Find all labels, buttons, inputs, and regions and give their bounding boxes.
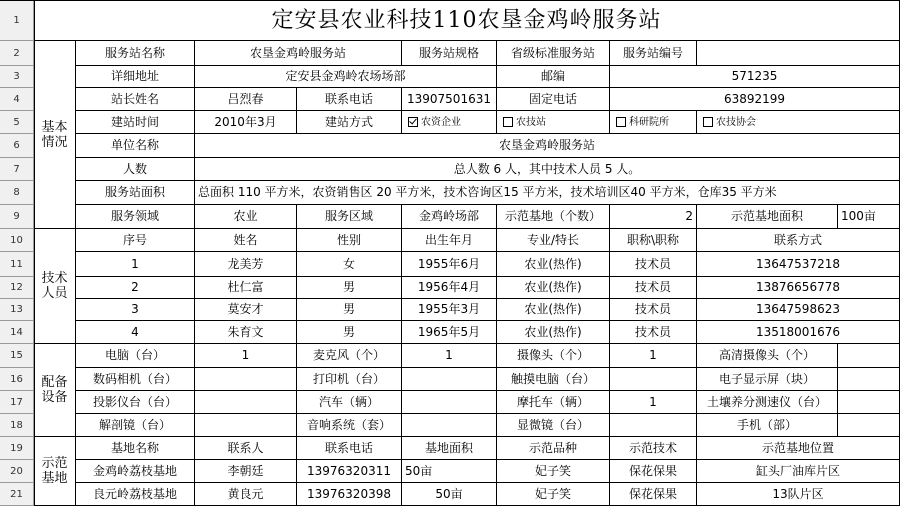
tech-cell[interactable]: 1956年4月: [402, 277, 497, 299]
row-header-1[interactable]: 1: [0, 0, 34, 41]
row-header-14[interactable]: 14: [0, 321, 34, 344]
tech-cell[interactable]: 1965年5月: [402, 321, 497, 344]
landline-value[interactable]: 63892199: [610, 88, 900, 111]
tech-header-2[interactable]: 性别: [297, 229, 402, 252]
people-value[interactable]: 总人数 6 人，其中技术人员 5 人。: [195, 158, 900, 181]
demo-count-value[interactable]: 2: [610, 205, 697, 229]
tech-header-6[interactable]: 联系方式: [697, 229, 900, 252]
equip-value[interactable]: [195, 391, 297, 414]
demo-cell[interactable]: 50亩: [402, 460, 497, 483]
equip-value[interactable]: [838, 414, 900, 437]
equip-label[interactable]: 投影仪台（台）: [76, 391, 195, 414]
demo-area-value[interactable]: 100亩: [838, 205, 900, 229]
spec-value[interactable]: 省级标准服务站: [497, 41, 610, 66]
mode-label[interactable]: 建站方式: [297, 111, 402, 134]
tech-cell[interactable]: 13518001676: [697, 321, 900, 344]
code-label[interactable]: 服务站编号: [610, 41, 697, 66]
field-value[interactable]: 农业: [195, 205, 297, 229]
tech-header-4[interactable]: 专业/特长: [497, 229, 610, 252]
equip-value[interactable]: [402, 391, 497, 414]
tech-header-3[interactable]: 出生年月: [402, 229, 497, 252]
station-name-label[interactable]: 服务站名称: [76, 41, 195, 66]
demo-cell[interactable]: 13队片区: [697, 483, 900, 506]
tech-header-5[interactable]: 职称\职称: [610, 229, 697, 252]
unit-label[interactable]: 单位名称: [76, 134, 195, 158]
tech-header-0[interactable]: 序号: [76, 229, 195, 252]
tech-cell[interactable]: 龙美芳: [195, 252, 297, 277]
equip-label[interactable]: 数码相机（台）: [76, 368, 195, 391]
demo-header-3[interactable]: 基地面积: [402, 437, 497, 460]
equip-label[interactable]: 摄像头（个）: [497, 344, 610, 368]
tech-header-1[interactable]: 姓名: [195, 229, 297, 252]
equip-label[interactable]: 解剖镜（台）: [76, 414, 195, 437]
equip-label[interactable]: 手机（部）: [697, 414, 838, 437]
demo-count-label[interactable]: 示范基地（个数）: [497, 205, 610, 229]
spec-label[interactable]: 服务站规格: [402, 41, 497, 66]
tech-cell[interactable]: 3: [76, 299, 195, 321]
equip-value[interactable]: [195, 414, 297, 437]
grid-top-border: [0, 0, 900, 1]
row-header-8[interactable]: 8: [0, 181, 34, 205]
address-value[interactable]: 定安县金鸡岭农场场部: [195, 66, 497, 88]
area-label[interactable]: 服务站面积: [76, 181, 195, 205]
row-header-10[interactable]: 10: [0, 229, 34, 252]
equip-value[interactable]: [610, 414, 697, 437]
tech-cell[interactable]: 技术员: [610, 321, 697, 344]
tech-cell[interactable]: 1955年3月: [402, 299, 497, 321]
tech-cell[interactable]: 男: [297, 321, 402, 344]
row-header-9[interactable]: 9: [0, 205, 34, 229]
tech-cell[interactable]: 男: [297, 277, 402, 299]
demo-cell[interactable]: 保花保果: [610, 460, 697, 483]
mode-option-label: 农资企业: [421, 116, 461, 128]
row-header-2[interactable]: 2: [0, 41, 34, 66]
area-value[interactable]: 总面积 110 平方米，农资销售区 20 平方米，技术咨询区15 平方米，技术培训区40 平方米，仓库35 平方米: [195, 181, 900, 205]
tech-cell[interactable]: 13876656778: [697, 277, 900, 299]
equip-value[interactable]: [838, 344, 900, 368]
equip-value[interactable]: [402, 368, 497, 391]
head-label[interactable]: 站长姓名: [76, 88, 195, 111]
row-header-4[interactable]: 4: [0, 88, 34, 111]
row-header-3[interactable]: 3: [0, 66, 34, 88]
checkbox-icon[interactable]: [616, 117, 626, 127]
unit-value[interactable]: 农垦金鸡岭服务站: [195, 134, 900, 158]
mode-option-label: 农技协会: [716, 116, 756, 128]
demo-header-4[interactable]: 示范品种: [497, 437, 610, 460]
tech-cell[interactable]: 4: [76, 321, 195, 344]
head-value[interactable]: 吕烈春: [195, 88, 297, 111]
mode-option-1[interactable]: [497, 111, 610, 134]
equip-label[interactable]: 音响系统（套）: [297, 414, 402, 437]
field-label[interactable]: 服务领域: [76, 205, 195, 229]
equip-label[interactable]: 高清摄像头（个）: [697, 344, 838, 368]
demo-cell[interactable]: 妃子笑: [497, 460, 610, 483]
address-label[interactable]: 详细地址: [76, 66, 195, 88]
region-value[interactable]: 金鸡岭场部: [402, 205, 497, 229]
demo-cell[interactable]: 50亩: [402, 483, 497, 506]
demo-cell[interactable]: 13976320398: [297, 483, 402, 506]
equip-value[interactable]: 1: [610, 344, 697, 368]
equip-label[interactable]: 触摸电脑（台）: [497, 368, 610, 391]
row-header-12[interactable]: 12: [0, 277, 34, 299]
demo-header-2[interactable]: 联系电话: [297, 437, 402, 460]
sheet-title[interactable]: 定安县农业科技110农垦金鸡岭服务站: [34, 0, 900, 41]
row-header-18[interactable]: 18: [0, 414, 34, 437]
checkbox-icon[interactable]: [503, 117, 513, 127]
equip-label[interactable]: 麦克风（个）: [297, 344, 402, 368]
tech-cell[interactable]: 技术员: [610, 252, 697, 277]
equip-value[interactable]: 1: [402, 344, 497, 368]
equip-value[interactable]: [195, 368, 297, 391]
demo-cell[interactable]: 妃子笑: [497, 483, 610, 506]
equip-label[interactable]: 电脑（台）: [76, 344, 195, 368]
built-value[interactable]: 2010年3月: [195, 111, 297, 134]
mode-option-2[interactable]: [610, 111, 697, 134]
landline-label[interactable]: 固定电话: [497, 88, 610, 111]
tech-cell[interactable]: 技术员: [610, 299, 697, 321]
mode-option-0[interactable]: [402, 111, 497, 134]
tech-cell[interactable]: 13647537218: [697, 252, 900, 277]
row-header-17[interactable]: 17: [0, 391, 34, 414]
tech-cell[interactable]: 男: [297, 299, 402, 321]
row-header-6[interactable]: 6: [0, 134, 34, 158]
section-equip[interactable]: 配备设备: [34, 344, 76, 437]
tech-cell[interactable]: 朱育文: [195, 321, 297, 344]
tech-cell[interactable]: 女: [297, 252, 402, 277]
demo-cell[interactable]: 李朝廷: [195, 460, 297, 483]
row-header-20[interactable]: 20: [0, 460, 34, 483]
equip-label[interactable]: 显微镜（台）: [497, 414, 610, 437]
mode-option-3[interactable]: [697, 111, 900, 134]
tech-cell[interactable]: 农业(热作): [497, 252, 610, 277]
equip-label[interactable]: 土壤养分测速仪（台）: [697, 391, 838, 414]
phone-label[interactable]: 联系电话: [297, 88, 402, 111]
built-label[interactable]: 建站时间: [76, 111, 195, 134]
tech-cell[interactable]: 1955年6月: [402, 252, 497, 277]
equip-value[interactable]: [838, 368, 900, 391]
phone-value[interactable]: 13907501631: [402, 88, 497, 111]
demo-cell[interactable]: 13976320311: [297, 460, 402, 483]
row-header-7[interactable]: 7: [0, 158, 34, 181]
grid-left-border: [34, 0, 35, 506]
row-header-11[interactable]: 11: [0, 252, 34, 277]
section-basic[interactable]: 基本情况: [34, 41, 76, 229]
demo-header-5[interactable]: 示范技术: [610, 437, 697, 460]
equip-value[interactable]: [838, 391, 900, 414]
station-name-value[interactable]: 农垦金鸡岭服务站: [195, 41, 402, 66]
demo-cell[interactable]: 缸头厂油库片区: [697, 460, 900, 483]
equip-label[interactable]: 打印机（台）: [297, 368, 402, 391]
tech-cell[interactable]: 农业(热作): [497, 277, 610, 299]
demo-area-label[interactable]: 示范基地面积: [697, 205, 838, 229]
tech-cell[interactable]: 农业(热作): [497, 299, 610, 321]
equip-value[interactable]: [610, 368, 697, 391]
equip-label[interactable]: 电子显示屏（块）: [697, 368, 838, 391]
tech-cell[interactable]: 13647598623: [697, 299, 900, 321]
equip-value[interactable]: 1: [610, 391, 697, 414]
mode-option-label: 科研院所: [629, 116, 669, 128]
tech-cell[interactable]: 2: [76, 277, 195, 299]
demo-header-1[interactable]: 联系人: [195, 437, 297, 460]
tech-cell[interactable]: 1: [76, 252, 195, 277]
checkbox-icon[interactable]: [703, 117, 713, 127]
demo-header-6[interactable]: 示范基地位置: [697, 437, 900, 460]
row-header-19[interactable]: 19: [0, 437, 34, 460]
equip-value[interactable]: [402, 414, 497, 437]
row-header-15[interactable]: 15: [0, 344, 34, 368]
demo-header-0[interactable]: 基地名称: [76, 437, 195, 460]
tech-cell[interactable]: 杜仁富: [195, 277, 297, 299]
checkbox-icon[interactable]: [408, 117, 418, 127]
row-header-5[interactable]: 5: [0, 111, 34, 134]
demo-cell[interactable]: 良元岭荔枝基地: [76, 483, 195, 506]
equip-label[interactable]: 摩托车（辆）: [497, 391, 610, 414]
tech-cell[interactable]: 技术员: [610, 277, 697, 299]
demo-cell[interactable]: 保花保果: [610, 483, 697, 506]
equip-label[interactable]: 汽车（辆）: [297, 391, 402, 414]
postcode-value[interactable]: 571235: [610, 66, 900, 88]
demo-cell[interactable]: 黄良元: [195, 483, 297, 506]
section-demo[interactable]: 示范基地: [34, 437, 76, 506]
postcode-label[interactable]: 邮编: [497, 66, 610, 88]
people-label[interactable]: 人数: [76, 158, 195, 181]
row-header-21[interactable]: 21: [0, 483, 34, 506]
equip-value[interactable]: 1: [195, 344, 297, 368]
demo-cell[interactable]: 金鸡岭荔枝基地: [76, 460, 195, 483]
code-value[interactable]: [697, 41, 900, 66]
tech-cell[interactable]: 农业(热作): [497, 321, 610, 344]
tech-cell[interactable]: 莫安才: [195, 299, 297, 321]
row-header-13[interactable]: 13: [0, 299, 34, 321]
row-header-16[interactable]: 16: [0, 368, 34, 391]
mode-option-label: 农技站: [516, 116, 546, 128]
region-label[interactable]: 服务区域: [297, 205, 402, 229]
section-tech[interactable]: 技术人员: [34, 229, 76, 344]
